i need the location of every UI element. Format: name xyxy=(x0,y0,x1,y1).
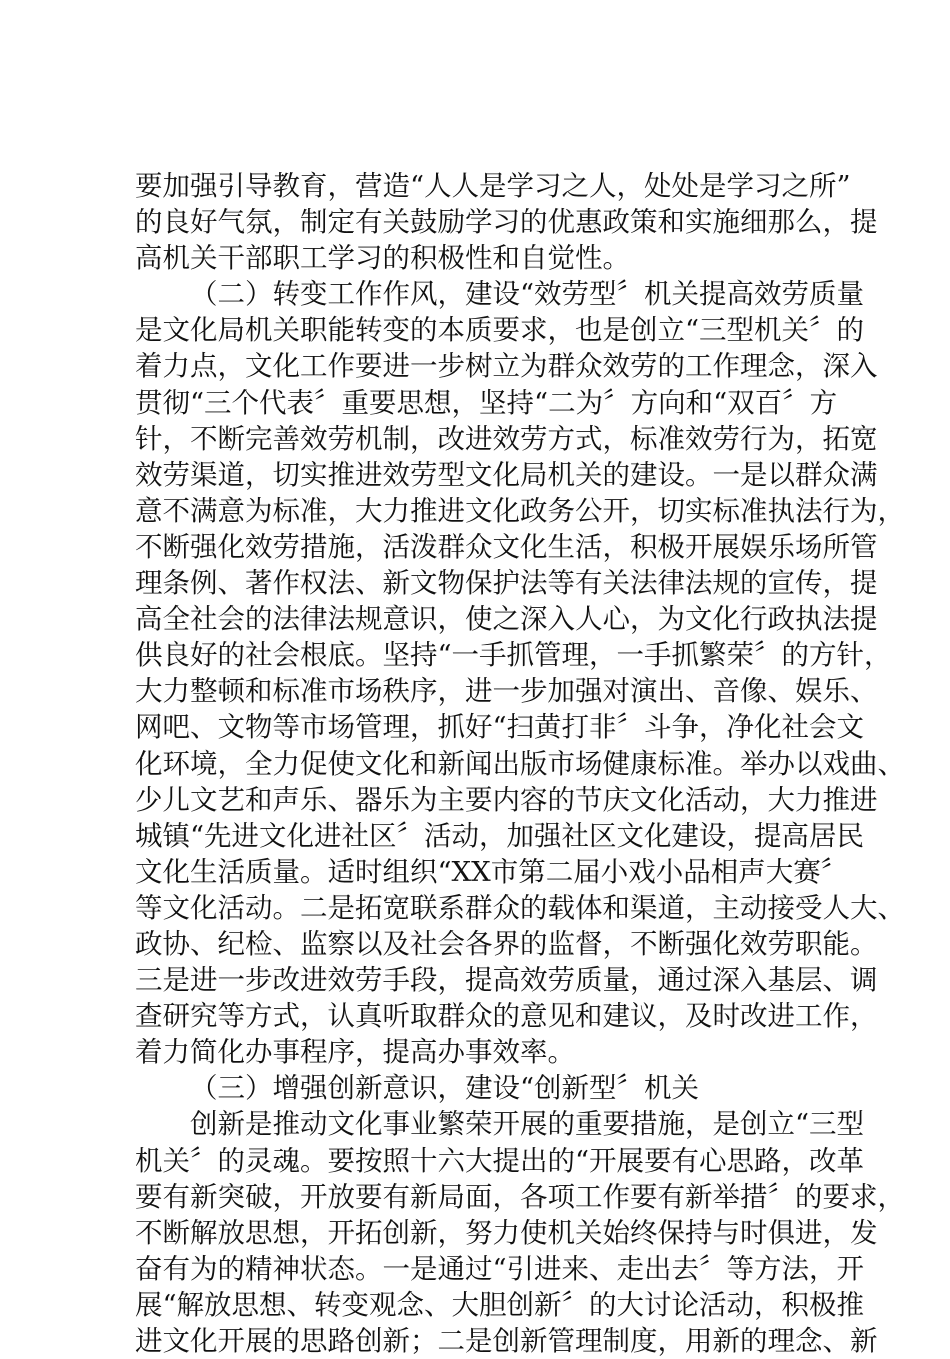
text-line: 意不满意为标准，大力推进文化政务公开，切实标准执法行为， xyxy=(135,494,905,527)
text-line: 文化生活质量。适时组织“XX市第二届小戏小品相声大赛〞 xyxy=(135,855,849,888)
text-line: 查研究等方式，认真听取群众的意见和建议，及时改进工作， xyxy=(135,1000,878,1033)
text-line: 机关〞的灵魂。要按照十六大提出的“开展要有心思路，改革 xyxy=(135,1144,865,1177)
text-line: 针，不断完善效劳机制，改进效劳方式，标准效劳行为，拓宽 xyxy=(135,422,878,455)
text-line: 着力点，文化工作要进一步树立为群众效劳的工作理念，深入 xyxy=(135,350,878,383)
text-line: 供良好的社会根底。坚持“一手抓管理，一手抓繁荣〞的方针， xyxy=(135,639,892,672)
text-line: 要加强引导教育，营造“人人是学习之人，处处是学习之所” xyxy=(135,170,851,202)
text-line: 理条例、著作权法、新文物保护法等有关法律法规的宣传，提 xyxy=(135,567,878,600)
text-line: 不断强化效劳措施，活泼群众文化生活，积极开展娱乐场所管 xyxy=(135,530,878,563)
text-line: 是文化局机关职能转变的本质要求，也是创立“三型机关〞的 xyxy=(135,314,865,347)
paragraph-first-line: （三）增强创新意识，建设“创新型〞机关 xyxy=(190,1072,700,1105)
text-line: 大力整顿和标准市场秩序，进一步加强对演出、音像、娱乐、 xyxy=(135,675,878,708)
text-line: 进文化开展的思路创新；二是创新管理制度，用新的理念、新 xyxy=(135,1325,878,1357)
text-line: 着力简化办事程序，提高办事效率。 xyxy=(135,1036,575,1069)
body-text xyxy=(135,168,905,1359)
text-line: 化环境，全力促使文化和新闻出版市场健康标准。举办以戏曲、 xyxy=(135,747,905,780)
text-line: 高全社会的法律法规意识，使之深入人心，为文化行政执法提 xyxy=(135,603,878,636)
paragraph-first-line: 创新是推动文化事业繁荣开展的重要措施，是创立“三型 xyxy=(190,1108,865,1141)
text-line: 等文化活动。二是拓宽联系群众的载体和渠道，主动接受人大、 xyxy=(135,891,905,924)
text-line: 少儿文艺和声乐、器乐为主要内容的节庆文化活动，大力推进 xyxy=(135,783,878,816)
paragraph-first-line: （二）转变工作作风，建设“效劳型〞机关提高效劳质量 xyxy=(190,278,865,311)
text-line: 三是进一步改进效劳手段，提高效劳质量，通过深入基层、调 xyxy=(135,964,878,997)
text-line: 不断解放思想，开拓创新，努力使机关始终保持与时俱进，发 xyxy=(135,1216,878,1249)
text-line: 政协、纪检、监察以及社会各界的监督，不断强化效劳职能。 xyxy=(135,927,878,960)
text-line: 高机关干部职工学习的积极性和自觉性。 xyxy=(135,242,630,275)
text-line: 贯彻“三个代表〞重要思想，坚持“二为〞方向和“双百〞方 xyxy=(135,386,838,419)
text-line: 网吧、文物等市场管理，抓好“扫黄打非〞斗争，净化社会文 xyxy=(135,711,865,744)
text-line: 的良好气氛，制定有关鼓励学习的优惠政策和实施细那么，提 xyxy=(135,206,878,239)
text-line: 城镇“先进文化进社区〞活动，加强社区文化建设，提高居民 xyxy=(135,819,865,852)
text-line: 奋有为的精神状态。一是通过“引进来、走出去〞等方法，开 xyxy=(135,1252,865,1285)
text-line: 要有新突破，开放要有新局面，各项工作要有新举措〞的要求， xyxy=(135,1180,905,1213)
text-line: 效劳渠道，切实推进效劳型文化局机关的建设。一是以群众满 xyxy=(135,458,878,491)
text-line: 展“解放思想、转变观念、大胆创新〞的大讨论活动，积极推 xyxy=(135,1288,865,1321)
